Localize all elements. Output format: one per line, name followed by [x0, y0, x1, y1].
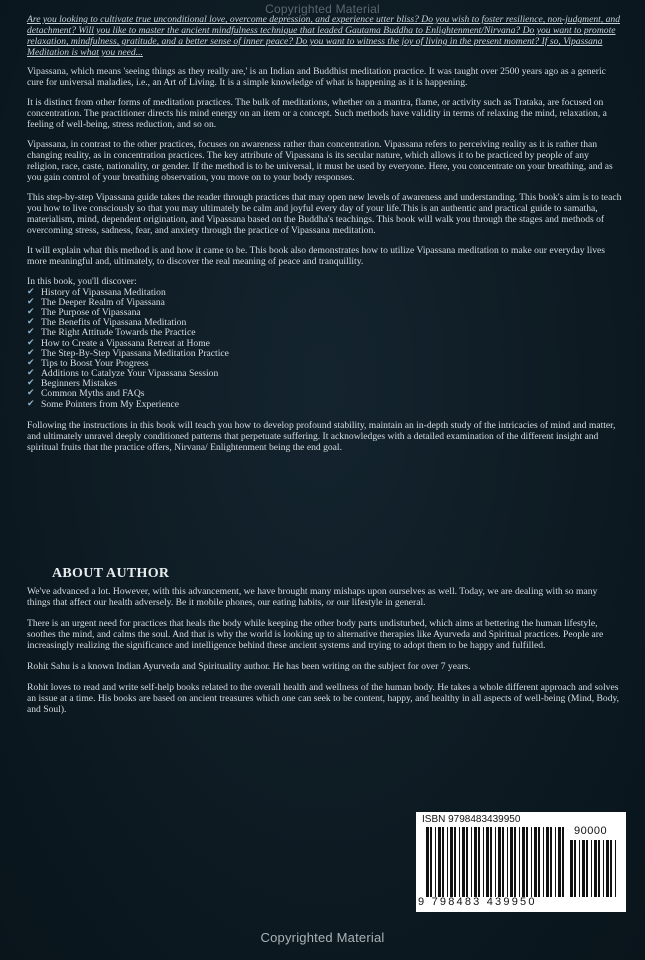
description-body	[27, 14, 622, 462]
list-item	[27, 318, 622, 328]
check-icon: ✔	[27, 317, 35, 328]
barcode-bar	[531, 827, 532, 897]
list-item	[27, 287, 622, 297]
paragraph: This step-by-step Vipassana guide takes the reader through practices that may open new levels of awareness and understanding. This book's aim is to teach you how to live consciously so that you may ultimately be calm and joyful every day of your life.This is an authentic and practical guide to samatha, materialism, mind, dependent origination, and Vipassana based on the Buddha's teachings. This book will walk you through the stages and methods of overcoming stress, sadness, fear, and anxiety through the practice of Vipassana meditation.	[27, 192, 622, 236]
barcode-bar	[546, 827, 549, 897]
barcode-bar	[478, 827, 480, 897]
barcode-bar	[606, 840, 609, 897]
barcode-bar	[570, 840, 573, 897]
list-item-label: The Deeper Realm of Vipassana	[41, 296, 165, 308]
list-item	[27, 399, 622, 409]
barcode-bars	[426, 827, 566, 897]
intro-paragraph: Are you looking to cultivate true unconditional love, overcome depression, and experience utter bliss? Do you wish to foster resilience, non-judgment, and detachment? Will you like to master the ancient mindfulness technique that leaded Gautama Buddha to Enlightenment/Nirvana? Do you want to promote relaxation, mindfulness, gratitude, and a better sense of inner peace? Do you want to witness the joy of living in the present moment? If so, Vipassana Meditation is what you need...	[27, 14, 620, 58]
barcode-bar	[526, 827, 528, 897]
list-item-label: Some Pointers from My Experience	[41, 398, 180, 410]
paragraph: Vipassana, in contrast to the other practices, focuses on awareness rather than concentration. Vipassana refers to perceiving reality as it is rather than changing reality, as in concentration practices. The key attribute of Vipassana is its secular nature, which allows it to be practiced by people of any religion, race, caste, nationality, or gender. If the method is to be universal, it must be used by everyone. Here, you concentrate on your breathing, and as you gain control of your breathing observation, you move on to your body responses.	[27, 139, 613, 183]
list-item	[27, 307, 622, 317]
check-icon: ✔	[27, 337, 35, 348]
barcode-bar	[550, 827, 552, 897]
price-code: 90000	[574, 825, 608, 837]
paragraph: Vipassana, which means 'seeing things as they really are,' is an Indian and Buddhist meditation practice. It was taught over 2500 years ago as a generic cure for universal maladies, i.e., an Art of Living. It is a simple knowledge of what is happening as it is happening.	[27, 66, 606, 88]
list-item-label: Common Myths and FAQs	[41, 388, 145, 400]
list-item-label: Additions to Catalyze Your Vipassana Session	[41, 368, 219, 380]
barcode-bar	[454, 827, 456, 897]
barcode-bar	[543, 827, 544, 897]
watermark-bottom: Copyrighted Material	[260, 930, 385, 945]
barcode-bar	[426, 827, 429, 897]
barcode-bar	[495, 827, 496, 897]
barcode-bar	[591, 840, 592, 897]
barcode-bar	[471, 827, 472, 897]
discover-intro: In this book, you'll discover:	[27, 276, 137, 287]
list-item	[27, 338, 622, 348]
barcode-addon-bars	[570, 840, 618, 897]
barcode-bar	[538, 827, 540, 897]
barcode-bar	[507, 827, 508, 897]
isbn-digits: 9 798483 439950	[418, 896, 537, 908]
barcode-bar	[430, 827, 432, 897]
check-icon: ✔	[27, 347, 35, 358]
check-icon: ✔	[27, 327, 35, 338]
closing-paragraph: Following the instructions in this book will teach you how to develop profound stability, maintain an in-depth study of the intricacies of mind and matter, and ultimately unravel deeply conditioned patterns that perpetuate suffering. It acknowledges with a detailed examination of the different insight and spiritual fruits that the practice offers, Nirvana/ Enlightenment being the end goal.	[27, 420, 616, 454]
barcode-bar	[522, 827, 525, 897]
barcode-bar	[447, 827, 448, 897]
about-paragraph: We've advanced a lot. However, with this advancement, we have brought many mishaps upon ourselves as well. Today, we are dealing with so many things that affect our health adversely. Be it mobile phones, our eating habits, or our lifestyle in general.	[27, 586, 598, 608]
barcode-bar	[514, 827, 516, 897]
barcode-bar	[586, 840, 588, 897]
check-icon: ✔	[27, 398, 35, 409]
barcode-bar	[603, 840, 604, 897]
list-item	[27, 369, 622, 379]
list-item	[27, 379, 622, 389]
barcode-bar	[486, 827, 489, 897]
barcode-bar	[438, 827, 441, 897]
list-item-label: History of Vipassana Meditation	[41, 286, 166, 298]
about-author-body	[27, 586, 622, 725]
isbn-label: ISBN 9798483439950	[422, 814, 521, 825]
barcode-bar	[558, 827, 561, 897]
watermark-top: Copyrighted Material	[265, 2, 380, 16]
list-item-label: Tips to Boost Your Progress	[41, 357, 149, 369]
check-icon: ✔	[27, 296, 35, 307]
about-paragraph: Rohit Sahu is a known Indian Ayurveda and Spirituality author. He has been writing on the subject for over 7 years.	[27, 661, 471, 672]
barcode-bar	[534, 827, 537, 897]
discover-list	[27, 287, 622, 409]
barcode-bar	[582, 840, 585, 897]
barcode-bar	[466, 827, 468, 897]
barcode-bar	[610, 840, 612, 897]
list-item	[27, 389, 622, 399]
list-item	[27, 297, 622, 307]
barcode-bar	[435, 827, 436, 897]
barcode-bar	[498, 827, 501, 897]
list-item-label: The Step-By-Step Vipassana Meditation Practice	[41, 347, 229, 359]
check-icon: ✔	[27, 378, 35, 389]
about-author-heading: ABOUT AUTHOR	[52, 566, 170, 581]
barcode-bar	[450, 827, 453, 897]
check-icon: ✔	[27, 286, 35, 297]
barcode-bar	[442, 827, 444, 897]
barcode-bar	[594, 840, 597, 897]
barcode-bar	[510, 827, 513, 897]
list-item-label: The Right Attitude Towards the Practice	[41, 327, 196, 339]
barcode-bar	[502, 827, 504, 897]
barcode-bar	[574, 840, 576, 897]
barcode-bar	[474, 827, 477, 897]
paragraph: It will explain what this method is and how it came to be. This book also demonstrates how to utilize Vipassana meditation to make our everyday lives more meaningful and, ultimately, to discover the real meaning of peace and tranquillity.	[27, 245, 606, 267]
paragraph: It is distinct from other forms of meditation practices. The bulk of meditations, whether on a mantra, flame, or activity such as Trataka, are focused on concentration. The practitioner directs his mind energy on an item or a concept. Such methods have validity in terms of relaxing the mind, relaxation, a feeling of well-being, stress reduction, and so on.	[27, 97, 607, 130]
barcode-bar	[562, 827, 564, 897]
barcode-bar	[615, 840, 616, 897]
list-item	[27, 358, 622, 368]
list-item	[27, 328, 622, 338]
barcode-bar	[555, 827, 556, 897]
barcode-bar	[462, 827, 465, 897]
list-item-label: How to Create a Vipassana Retreat at Home	[41, 337, 210, 349]
check-icon: ✔	[27, 306, 35, 317]
check-icon: ✔	[27, 368, 35, 379]
barcode-bar	[579, 840, 580, 897]
list-item-label: The Purpose of Vipassana	[41, 306, 141, 318]
list-item-label: The Benefits of Vipassana Meditation	[41, 317, 187, 329]
check-icon: ✔	[27, 357, 35, 368]
about-paragraph: Rohit loves to read and write self-help books related to the overall health and wellness of the human body. He takes a whole different approach and solves an issue at a time. His books are based on ancient treasures which one can seek to be content, happy, and healthy in all aspects of well-being (Mind, Body, and Soul).	[27, 682, 620, 715]
about-paragraph: There is an urgent need for practices that heals the body while keeping the other body parts undisturbed, which aims at bettering the human lifestyle, soothes the mind, and calms the soul. And that is why the world is looking up to alternative therapies like Ayurveda and Spiritual practices. People are increasingly realizing the significance and intelligence behind these ancient systems and trying to adopt them to be happy and fulfilled.	[27, 618, 604, 651]
barcode-bar	[490, 827, 492, 897]
list-item	[27, 348, 622, 358]
barcode-bar	[598, 840, 600, 897]
list-item-label: Beginners Mistakes	[41, 378, 117, 390]
barcode-bar	[459, 827, 460, 897]
barcode-bar	[483, 827, 484, 897]
isbn-barcode	[416, 812, 626, 912]
check-icon: ✔	[27, 388, 35, 399]
barcode-bar	[519, 827, 520, 897]
